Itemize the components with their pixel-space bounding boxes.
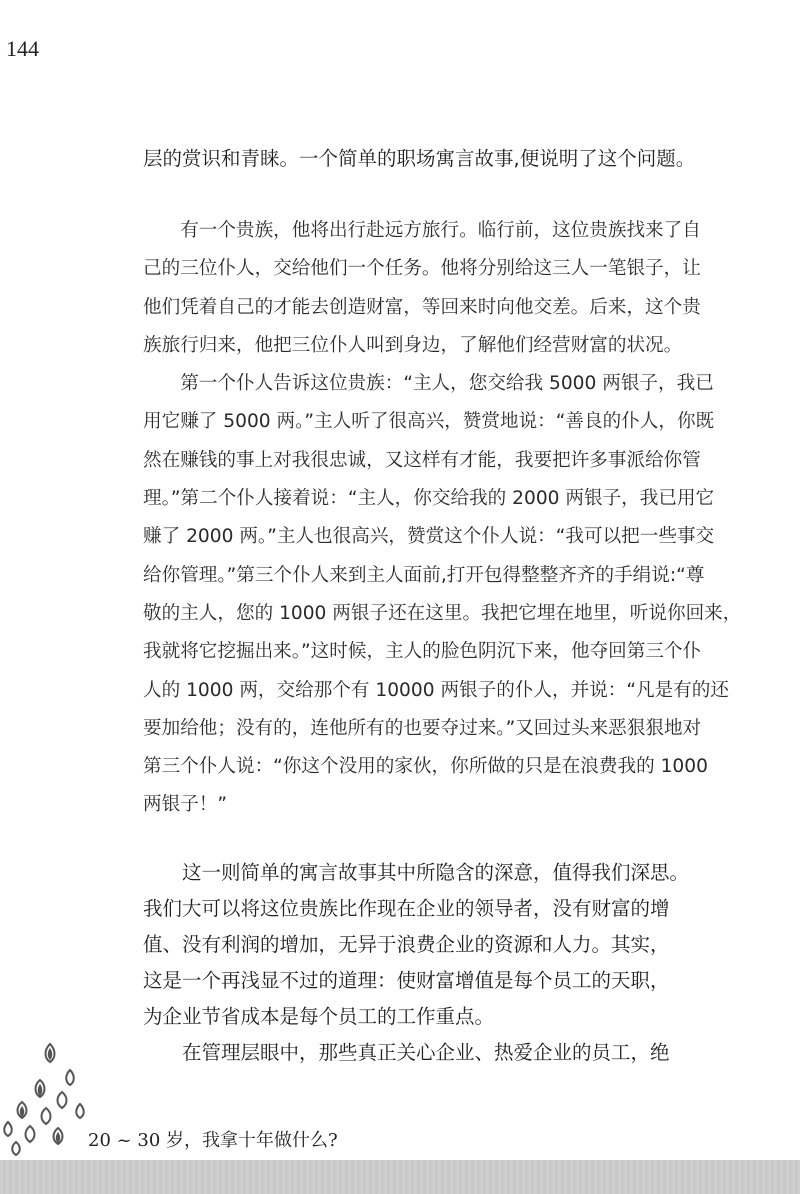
moral-section [143,855,723,1071]
page-number: 144 [6,36,39,61]
text-line: 为企业节省成本是每个员工的工作重点。 [143,1005,495,1028]
footer-book-title: 20 ~ 30 岁，我拿十年做什么? [88,1130,338,1151]
moral-paragraph-1 [143,855,723,1035]
text-line: 己的三位仆人，交给他们一个任务。他将分别给这三人一笔银子，让 [143,258,701,280]
moral-paragraph-2 [143,1035,723,1071]
text-line: 我就将它挖掘出来。”这时候，主人的脸色阴沉下来，他夺回第三个仆 [143,641,702,663]
text-line: 两银子！” [143,794,228,816]
text-line: 第一个仆人告诉这位贵族：“主人，您交给我 5000 两银子，我已 [180,373,714,395]
text-line: 赚了 2000 两。”主人也很高兴，赞赏这个仆人说：“我可以把一些事交 [143,526,715,548]
text-line: 有一个贵族，他将出行赴远方旅行。临行前，这位贵族找来了自 [180,220,701,241]
intro-line-group [143,142,723,176]
text-line: 在管理层眼中，那些真正关心企业、热爱企业的员工，绝 [182,1041,670,1064]
text-line: 敬的主人，您的 1000 两银子还在这里。我把它埋在地里，听说你回来， [143,602,742,624]
text-line: 第三个仆人说：“你这个没用的家伙，你所做的只是在浪费我的 1000 [143,756,708,778]
text-line: 用它赚了 5000 两。”主人听了很高兴，赞赏地说：“善良的仆人，你既 [143,411,715,433]
text-line: 这是一个再浅显不过的道理：使财富增值是每个员工的天职， [143,969,670,992]
text-line: 我们大可以将这位贵族比作现在企业的领导者，没有财富的增 [143,897,670,920]
story-paragraph-1 [143,212,723,365]
text-line: 族旅行归来，他把三位仆人叫到身边，了解他们经营财富的状况。 [143,334,683,356]
text-line: 要加给他；没有的，连他所有的也要夺过来。”又回过头来恶狠狠地对 [143,717,702,739]
fable-story [143,212,742,825]
footer-band [0,1160,800,1194]
text-line: 理。”第二个仆人接着说：“主人，你交给我的 2000 两银子，我已用它 [143,488,715,510]
text-line: 这一则简单的寓言故事其中所隐含的深意，值得我们深思。 [182,861,690,884]
text-line: 给你管理。”第三个仆人来到主人面前,打开包得整整齐齐的手绢说:“尊 [143,564,705,586]
story-paragraph-2 [143,365,742,825]
text-line: 值、没有利润的增加，无异于浪费企业的资源和人力。其实， [143,933,670,956]
text-line: 层的赏识和青睐。一个简单的职场寓言故事,便说明了这个问题。 [143,147,696,170]
intro-paragraph [143,142,723,176]
text-line: 人的 1000 两，交给那个有 10000 两银子的仆人，并说：“凡是有的还 [143,679,729,701]
text-line: 他们凭着自己的才能去创造财富，等回来时向他交差。后来，这个贵 [143,296,701,318]
text-line: 然在赚钱的事上对我很忠诚，又这样有才能，我要把许多事派给你管 [143,449,701,471]
